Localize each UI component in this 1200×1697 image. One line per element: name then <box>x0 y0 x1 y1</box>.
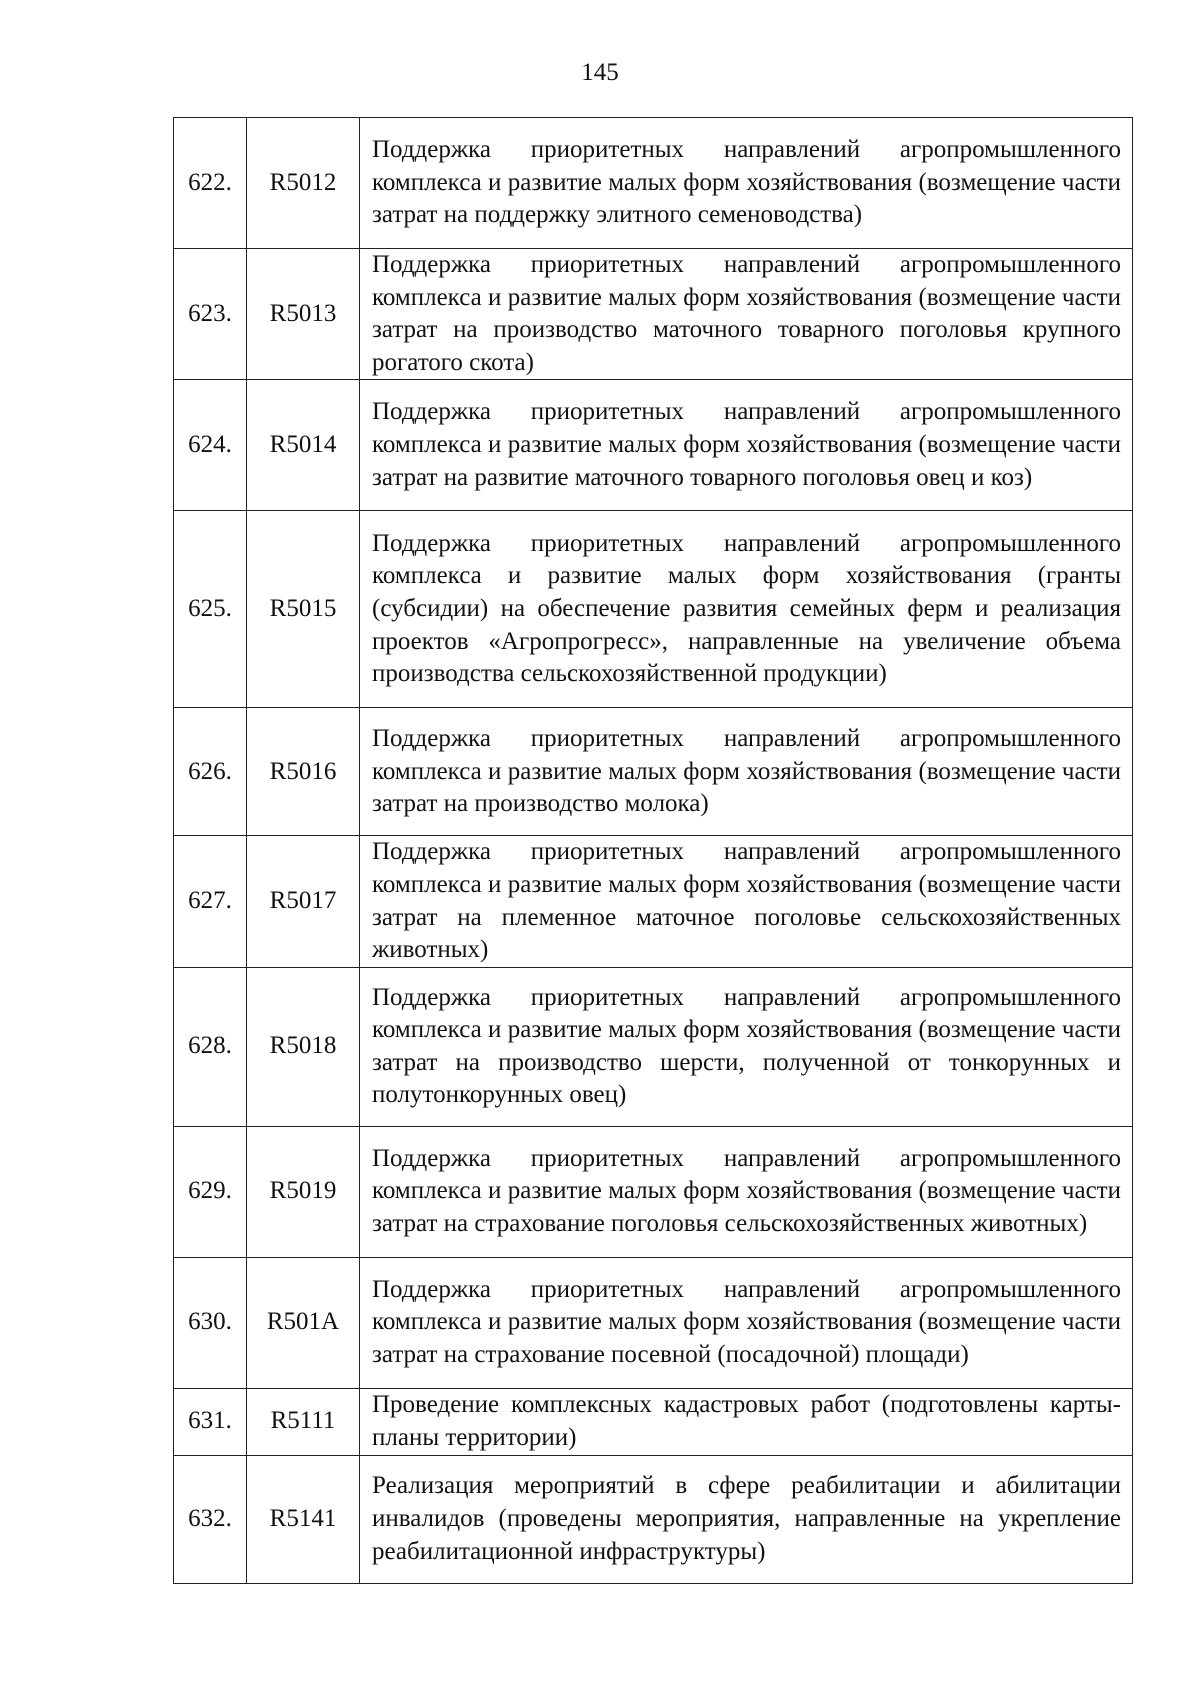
row-code: R5016 <box>247 708 360 836</box>
row-description <box>360 836 1133 967</box>
table-row <box>174 380 1133 511</box>
table-row <box>174 836 1133 967</box>
table-row <box>174 1455 1133 1583</box>
row-description <box>360 708 1133 836</box>
row-code: R5018 <box>247 967 360 1126</box>
row-number: 630. <box>174 1257 247 1388</box>
row-description <box>360 511 1133 708</box>
table-row <box>174 1126 1133 1257</box>
row-description-text: Реализация мероприятий в сфере реабилитации и абилитации инвалидов (проведены мероприятия, направленные на укрепление реабилитационной инфраструктуры) <box>372 1472 1121 1565</box>
table-row <box>174 511 1133 708</box>
row-code: R501A <box>247 1257 360 1388</box>
row-description <box>360 249 1133 380</box>
table-row <box>174 967 1133 1126</box>
row-description <box>360 1257 1133 1388</box>
row-description-text: Поддержка приоритетных направлений агропромышленного комплекса и развитие малых форм хозяйствования (возмещение части затрат на производство молока) <box>372 724 1121 818</box>
row-description-text: Поддержка приоритетных направлений агропромышленного комплекса и развитие малых форм хозяйствования (возмещение части затрат на племенное маточное поголовье сельскохозяйственных животных) <box>372 838 1121 964</box>
row-number: 622. <box>174 118 247 249</box>
row-description-text: Поддержка приоритетных направлений агропромышленного комплекса и развитие малых форм хозяйствования (гранты (субсидии) на обеспечение развития семейных ферм и реализация проектов «Агропрогресс», направленные на увеличение объема производства сельскохозяйственной продукции) <box>372 529 1121 688</box>
row-number: 624. <box>174 380 247 511</box>
row-description-text: Поддержка приоритетных направлений агропромышленного комплекса и развитие малых форм хозяйствования (возмещение части затрат на страхование поголовья сельскохозяйственных животных) <box>372 1144 1121 1238</box>
table-row <box>174 118 1133 249</box>
row-description-text: Поддержка приоритетных направлений агропромышленного комплекса и развитие малых форм хозяйствования (возмещение части затрат на страхование посевной (посадочной) площади) <box>372 1275 1121 1369</box>
row-number: 623. <box>174 249 247 380</box>
row-code: R5013 <box>247 249 360 380</box>
row-number: 631. <box>174 1388 247 1455</box>
row-number: 625. <box>174 511 247 708</box>
table-row <box>174 249 1133 380</box>
page-number: 145 <box>581 59 619 86</box>
row-code: R5017 <box>247 836 360 967</box>
row-number: 627. <box>174 836 247 967</box>
row-description-text: Поддержка приоритетных направлений агропромышленного комплекса и развитие малых форм хозяйствования (возмещение части затрат на развитие маточного товарного поголовья овец и коз) <box>372 398 1121 491</box>
row-description-text: Поддержка приоритетных направлений агропромышленного комплекса и развитие малых форм хозяйствования (возмещение части затрат на производство шерсти, полученной от тонкорунных и полутонкорунных овец) <box>372 983 1121 1109</box>
row-description <box>360 1126 1133 1257</box>
row-code: R5014 <box>247 380 360 511</box>
row-description-text: Поддержка приоритетных направлений агропромышленного комплекса и развитие малых форм хозяйствования (возмещение части затрат на производство маточного товарного поголовья крупного рогатого скота) <box>372 251 1121 376</box>
row-number: 626. <box>174 708 247 836</box>
row-code: R5111 <box>247 1388 360 1455</box>
table-row <box>174 708 1133 836</box>
row-code: R5019 <box>247 1126 360 1257</box>
row-number: 629. <box>174 1126 247 1257</box>
row-code: R5141 <box>247 1455 360 1583</box>
row-number: 632. <box>174 1455 247 1583</box>
row-code: R5015 <box>247 511 360 708</box>
table-row <box>174 1257 1133 1388</box>
row-description <box>360 118 1133 249</box>
table-row <box>174 1388 1133 1455</box>
row-description-text: Проведение комплексных кадастровых работ (подготовлены карты-планы территории) <box>372 1391 1121 1451</box>
row-number: 628. <box>174 967 247 1126</box>
row-code: R5012 <box>247 118 360 249</box>
row-description <box>360 380 1133 511</box>
row-description <box>360 967 1133 1126</box>
budget-code-table <box>173 117 1133 1584</box>
row-description-text: Поддержка приоритетных направлений агропромышленного комплекса и развитие малых форм хозяйствования (возмещение части затрат на поддержку элитного семеноводства) <box>372 136 1121 229</box>
row-description <box>360 1455 1133 1583</box>
row-description <box>360 1388 1133 1455</box>
